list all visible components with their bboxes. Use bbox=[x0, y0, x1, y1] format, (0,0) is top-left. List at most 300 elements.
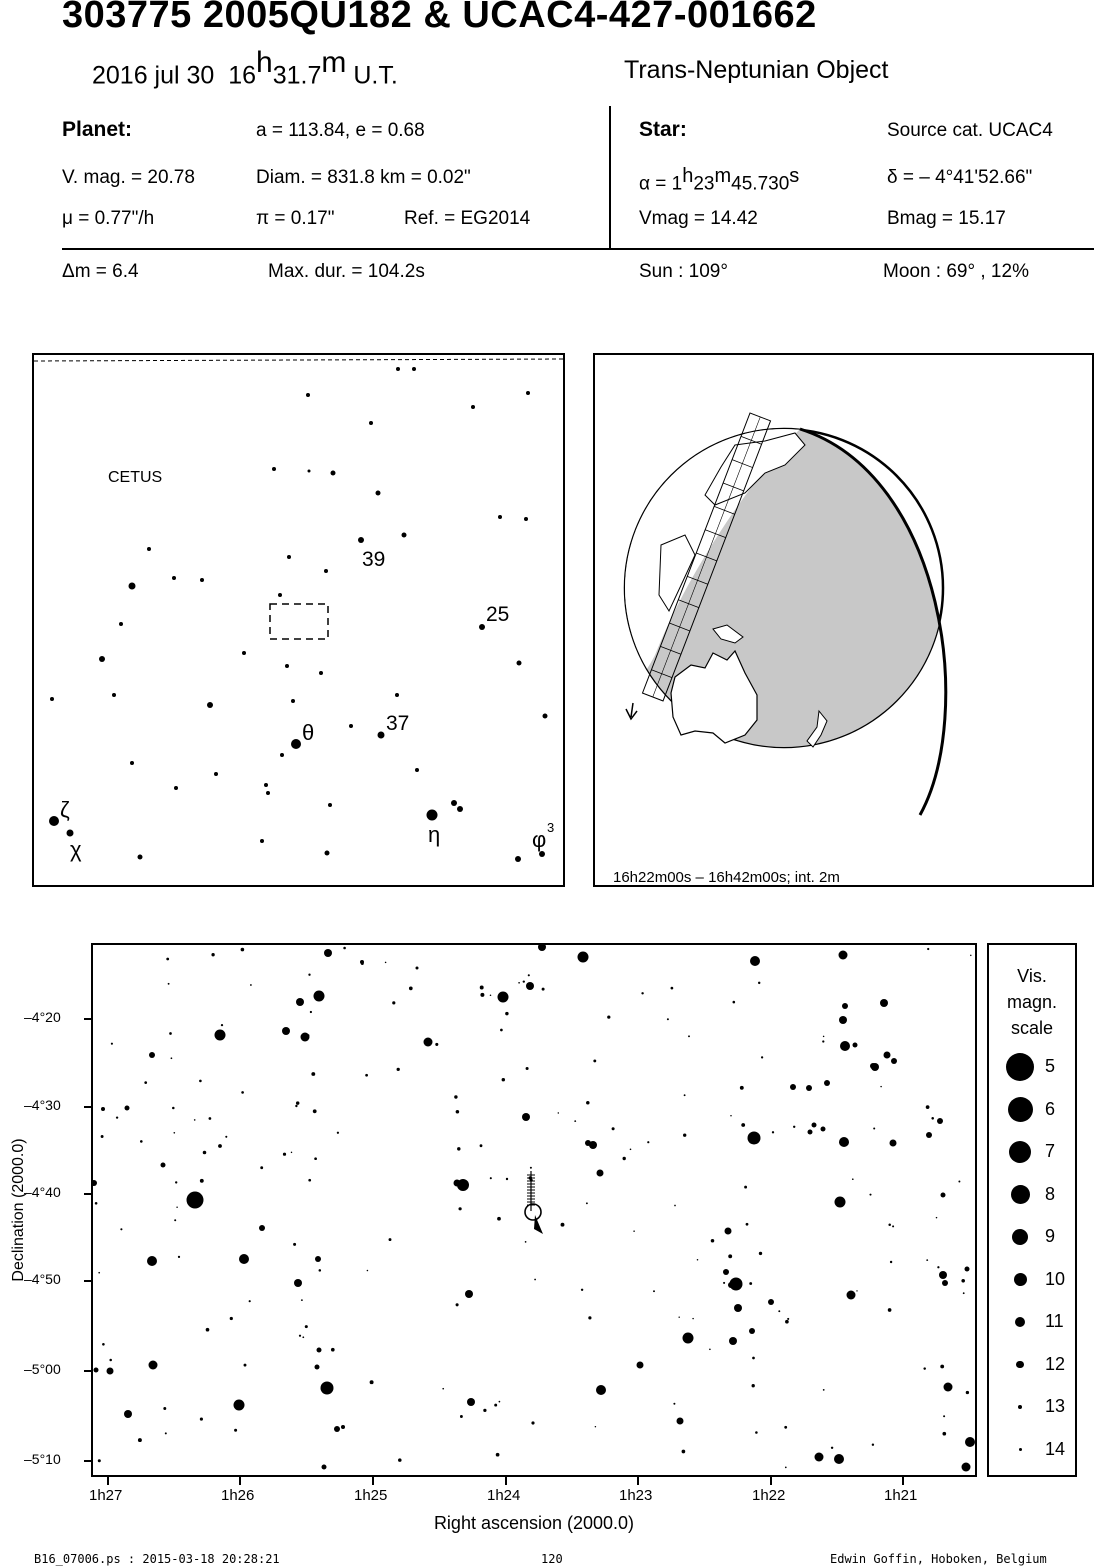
chart-star bbox=[499, 1401, 501, 1403]
chart-star bbox=[593, 1059, 596, 1062]
chart-star bbox=[759, 1252, 762, 1255]
scale-mag-label: 6 bbox=[1045, 1098, 1056, 1119]
x-tick-mark bbox=[107, 1477, 109, 1485]
chart-star bbox=[250, 984, 252, 986]
chart-star bbox=[107, 1368, 114, 1375]
chart-star bbox=[834, 1454, 844, 1464]
magnitude-scale bbox=[987, 943, 1077, 1477]
chart-star bbox=[741, 1123, 745, 1127]
finder-star bbox=[515, 856, 521, 862]
sun-elongation: Sun : 109° bbox=[639, 261, 728, 282]
chart-star bbox=[744, 1186, 747, 1189]
chart-star bbox=[790, 1084, 796, 1090]
x-tick-label: 1h22 bbox=[752, 1487, 786, 1504]
chart-star bbox=[597, 1170, 604, 1177]
scale-mag-label: 10 bbox=[1045, 1268, 1066, 1289]
chart-star bbox=[206, 1328, 210, 1332]
chart-star bbox=[839, 1016, 847, 1024]
footer-author: Edwin Goffin, Hoboken, Belgium bbox=[830, 1552, 1047, 1566]
event-date: 2016 jul 30 bbox=[92, 61, 215, 90]
target-star-circle bbox=[525, 1204, 541, 1220]
star-declination: δ = – 4°41'52.66" bbox=[887, 167, 1033, 188]
chart-star bbox=[296, 1101, 299, 1104]
chart-star bbox=[308, 1034, 310, 1036]
chart-star bbox=[891, 1058, 897, 1064]
chart-star bbox=[365, 1074, 368, 1077]
chart-star bbox=[723, 1282, 725, 1284]
chart-star bbox=[305, 1325, 308, 1328]
chart-star bbox=[673, 1403, 675, 1405]
chart-star bbox=[678, 1316, 679, 1317]
y-tick-label: –4°40 bbox=[24, 1184, 61, 1200]
chart-star bbox=[839, 1137, 849, 1147]
chart-star bbox=[534, 1279, 536, 1281]
chart-star bbox=[324, 949, 332, 957]
chart-star bbox=[176, 1207, 177, 1208]
chart-star bbox=[200, 1179, 204, 1183]
chart-star bbox=[174, 1219, 176, 1221]
chart-star bbox=[822, 1040, 824, 1042]
chart-star bbox=[931, 1117, 934, 1120]
finder-star bbox=[119, 622, 123, 626]
chart-star bbox=[787, 1318, 789, 1320]
chart-star bbox=[823, 1389, 825, 1391]
y-tick-mark bbox=[84, 1106, 92, 1108]
chart-star bbox=[467, 1398, 475, 1406]
star-label-chi: χ bbox=[70, 837, 82, 862]
chart-star bbox=[835, 1197, 846, 1208]
chart-star bbox=[574, 1120, 576, 1122]
chart-star bbox=[301, 1299, 303, 1301]
finder-star bbox=[378, 732, 385, 739]
scale-dot bbox=[1018, 1405, 1023, 1410]
chart-star bbox=[944, 1383, 953, 1392]
chart-star bbox=[870, 1063, 876, 1069]
finder-star bbox=[376, 491, 381, 496]
chart-star bbox=[873, 1127, 875, 1129]
chart-star bbox=[892, 1225, 894, 1227]
chart-star bbox=[630, 1148, 632, 1150]
chart-star bbox=[641, 992, 643, 994]
chart-star bbox=[282, 1027, 290, 1035]
chart-star bbox=[496, 1453, 500, 1457]
chart-star bbox=[588, 1316, 591, 1319]
chart-star bbox=[295, 1105, 297, 1107]
scale-dot bbox=[1012, 1229, 1028, 1245]
chart-star bbox=[299, 1335, 301, 1337]
chart-star bbox=[454, 1095, 457, 1098]
finder-chart bbox=[32, 353, 565, 887]
chart-star bbox=[970, 955, 971, 956]
chart-star bbox=[937, 1266, 939, 1268]
finder-star bbox=[331, 471, 336, 476]
finder-star bbox=[278, 593, 282, 597]
chart-star bbox=[734, 1304, 742, 1312]
finder-star bbox=[138, 855, 143, 860]
finder-star bbox=[50, 697, 54, 701]
chart-star bbox=[480, 1144, 483, 1147]
chart-star bbox=[144, 1081, 147, 1084]
chart-star bbox=[98, 1272, 100, 1274]
chart-star bbox=[506, 1178, 508, 1180]
chart-star bbox=[612, 1127, 615, 1130]
chart-star bbox=[943, 1415, 945, 1417]
finder-star bbox=[260, 839, 264, 843]
chart-star bbox=[416, 967, 419, 970]
page-title: 303775 2005QU182 & UCAC4-427-001662 bbox=[62, 0, 817, 36]
finder-star bbox=[200, 578, 204, 582]
finder-star bbox=[498, 515, 502, 519]
star-label-eta: η bbox=[428, 822, 441, 847]
finder-star bbox=[207, 702, 213, 708]
chart-star bbox=[558, 1112, 559, 1113]
chart-star bbox=[525, 1241, 527, 1243]
chart-star bbox=[457, 1147, 460, 1150]
finder-star bbox=[402, 533, 407, 538]
chart-star bbox=[138, 1438, 142, 1442]
chart-star bbox=[888, 1308, 892, 1312]
chart-star bbox=[677, 1418, 684, 1425]
chart-star bbox=[169, 1032, 172, 1035]
x-tick-label: 1h27 bbox=[89, 1487, 123, 1504]
chart-star bbox=[166, 958, 169, 961]
chart-star bbox=[497, 1217, 501, 1221]
chart-star bbox=[784, 1426, 787, 1429]
chart-star bbox=[149, 1361, 158, 1370]
chart-star bbox=[561, 1223, 565, 1227]
finder-star bbox=[457, 806, 463, 812]
chart-star bbox=[111, 1043, 113, 1045]
chart-star bbox=[116, 1116, 118, 1118]
chart-star bbox=[578, 952, 589, 963]
x-tick-label: 1h21 bbox=[884, 1487, 918, 1504]
scale-dot bbox=[1014, 1273, 1027, 1286]
chart-star bbox=[94, 1368, 99, 1373]
chart-star bbox=[367, 1270, 369, 1272]
finder-star bbox=[291, 739, 301, 749]
path-direction-arrow bbox=[626, 703, 637, 719]
chart-star bbox=[239, 1254, 249, 1264]
chart-star bbox=[623, 1157, 626, 1160]
event-datetime bbox=[92, 48, 398, 90]
chart-star bbox=[890, 1140, 897, 1147]
chart-star bbox=[749, 1282, 752, 1285]
chart-star bbox=[942, 1280, 948, 1286]
chart-star bbox=[755, 1431, 758, 1434]
chart-star bbox=[748, 1132, 761, 1145]
planet-reference: Ref. = EG2014 bbox=[404, 208, 531, 229]
finder-star bbox=[264, 783, 268, 787]
finder-star bbox=[99, 656, 105, 662]
chart-star bbox=[785, 1320, 789, 1324]
chart-star bbox=[283, 1153, 286, 1156]
ra-s-sup: s bbox=[789, 165, 800, 187]
chart-star bbox=[149, 1052, 155, 1058]
chart-star bbox=[528, 974, 530, 976]
x-axis-label: Right ascension (2000.0) bbox=[433, 1513, 635, 1533]
star-vmag: Vmag = 14.42 bbox=[639, 208, 758, 229]
y-tick-label: –5°10 bbox=[24, 1451, 61, 1467]
chart-star bbox=[723, 1269, 729, 1275]
chart-star bbox=[586, 1202, 588, 1204]
chart-star bbox=[460, 1415, 463, 1418]
chart-star bbox=[684, 1094, 686, 1096]
finder-star bbox=[524, 517, 528, 521]
chart-star bbox=[581, 1289, 583, 1291]
chart-star bbox=[500, 1029, 503, 1032]
planet-motion: μ = 0.77"/h bbox=[62, 208, 155, 229]
chart-star bbox=[842, 1003, 848, 1009]
chart-star bbox=[939, 1271, 947, 1279]
finder-star bbox=[291, 699, 295, 703]
chart-star bbox=[647, 1141, 649, 1143]
finder-star bbox=[395, 693, 399, 697]
star-label-25: 25 bbox=[486, 603, 510, 626]
minute-sup: m bbox=[321, 46, 347, 79]
footer-file: B16_07006.ps : 2015-03-18 20:28:21 bbox=[34, 1552, 280, 1566]
chart-star bbox=[940, 1365, 944, 1369]
chart-star bbox=[522, 1113, 530, 1121]
chart-star bbox=[961, 1279, 965, 1283]
chart-star bbox=[392, 1001, 395, 1004]
x-tick-label: 1h24 bbox=[487, 1487, 521, 1504]
star-label-zeta: ζ bbox=[60, 797, 70, 822]
chart-star bbox=[750, 956, 760, 966]
ra-m-sup: m bbox=[714, 165, 732, 187]
chart-star bbox=[847, 1291, 856, 1300]
chart-star bbox=[93, 1180, 97, 1186]
scale-mag-label: 8 bbox=[1045, 1183, 1056, 1204]
chart-star bbox=[853, 1043, 858, 1048]
chart-star bbox=[211, 953, 214, 956]
star-label-phi-sup: 3 bbox=[547, 820, 555, 835]
finder-star bbox=[306, 393, 310, 397]
chart-star bbox=[856, 1290, 857, 1291]
chart-star bbox=[490, 1177, 492, 1179]
scale-mag-label: 14 bbox=[1045, 1438, 1066, 1459]
chart-star bbox=[310, 1011, 312, 1013]
chart-star bbox=[633, 1230, 635, 1232]
y-tick-label: –5°00 bbox=[24, 1361, 61, 1377]
chart-star bbox=[505, 1012, 508, 1015]
chart-star bbox=[815, 1453, 824, 1462]
scale-dot bbox=[1008, 1097, 1033, 1122]
chart-star bbox=[963, 1292, 965, 1294]
chart-star bbox=[314, 1157, 317, 1160]
chart-star bbox=[752, 1384, 755, 1387]
chart-star bbox=[758, 982, 760, 984]
chart-star bbox=[942, 1432, 946, 1436]
finder-star bbox=[147, 547, 151, 551]
scale-mag-label: 13 bbox=[1045, 1396, 1066, 1416]
chart-star bbox=[409, 987, 413, 991]
event-minute: 31.7 bbox=[272, 61, 322, 90]
chart-star bbox=[456, 1110, 460, 1114]
chart-star bbox=[772, 1131, 774, 1133]
target-track bbox=[525, 1171, 543, 1234]
finder-star bbox=[67, 830, 74, 837]
star-chart bbox=[91, 943, 977, 1477]
star-label-phi: φ bbox=[532, 827, 547, 852]
chart-star bbox=[542, 988, 545, 991]
star-heading: Star: bbox=[639, 118, 687, 141]
finder-star bbox=[112, 693, 116, 697]
chart-star bbox=[98, 1459, 101, 1462]
finder-field-box bbox=[270, 604, 328, 639]
chart-star bbox=[926, 1259, 928, 1261]
finder-star bbox=[174, 786, 178, 790]
y-tick-mark bbox=[84, 1370, 92, 1372]
chart-star bbox=[692, 1318, 693, 1319]
chart-star bbox=[502, 1078, 505, 1081]
scale-title-line: magn. bbox=[1006, 992, 1058, 1012]
finder-star bbox=[517, 661, 522, 666]
chart-star bbox=[480, 986, 484, 990]
chart-star bbox=[821, 1127, 826, 1132]
chart-star bbox=[674, 1205, 676, 1207]
chart-star bbox=[683, 1333, 694, 1344]
chart-star bbox=[965, 1437, 975, 1447]
scale-mag-label: 7 bbox=[1045, 1141, 1056, 1161]
chart-star bbox=[480, 993, 484, 997]
finder-chart-svg bbox=[34, 355, 563, 885]
chart-star bbox=[733, 1278, 741, 1286]
chart-star bbox=[682, 1450, 686, 1454]
y-tick-label: –4°30 bbox=[24, 1097, 61, 1113]
chart-star bbox=[442, 1388, 444, 1390]
chart-star bbox=[585, 1140, 591, 1146]
chart-star bbox=[966, 1391, 969, 1394]
chart-star bbox=[215, 1030, 226, 1041]
chart-star bbox=[927, 948, 929, 950]
chart-star bbox=[839, 951, 848, 960]
chart-star bbox=[308, 974, 310, 976]
chart-star bbox=[140, 1140, 143, 1143]
chart-star bbox=[653, 1290, 655, 1292]
finder-star bbox=[280, 753, 284, 757]
chart-star bbox=[523, 980, 525, 982]
finder-star bbox=[471, 405, 475, 409]
chart-star bbox=[249, 1300, 251, 1302]
chart-star bbox=[465, 1290, 473, 1298]
chart-star bbox=[315, 1365, 320, 1370]
chart-star bbox=[936, 1217, 938, 1219]
chart-star bbox=[671, 987, 674, 990]
chart-star bbox=[458, 1207, 461, 1210]
chart-star bbox=[314, 991, 325, 1002]
hour-sup: h bbox=[256, 46, 273, 79]
chart-star bbox=[456, 1303, 459, 1306]
chart-star bbox=[596, 1385, 606, 1395]
chart-star bbox=[883, 1002, 885, 1004]
scale-dot bbox=[1009, 1141, 1031, 1163]
scale-title-line: scale bbox=[1010, 1018, 1054, 1038]
chart-star bbox=[595, 1426, 596, 1427]
chart-star bbox=[498, 992, 509, 1003]
chart-star bbox=[343, 947, 346, 950]
x-tick-mark bbox=[505, 1477, 507, 1485]
finder-star bbox=[526, 391, 530, 395]
finder-star bbox=[308, 470, 311, 473]
chart-star bbox=[586, 1101, 590, 1105]
chart-star bbox=[175, 1181, 177, 1183]
finder-star bbox=[272, 467, 276, 471]
max-duration: Max. dur. = 104.2s bbox=[268, 261, 425, 282]
chart-star bbox=[872, 1444, 874, 1446]
planet-parallax: π = 0.17" bbox=[256, 208, 335, 229]
chart-star bbox=[259, 1225, 265, 1231]
finder-star bbox=[287, 555, 291, 559]
chart-star bbox=[385, 962, 387, 964]
chart-star bbox=[852, 1178, 854, 1180]
chart-star bbox=[937, 1118, 943, 1124]
chart-star bbox=[311, 1072, 315, 1076]
finder-star bbox=[129, 583, 136, 590]
chart-star bbox=[526, 982, 534, 990]
chart-star bbox=[728, 1254, 732, 1258]
chart-star bbox=[308, 1179, 311, 1182]
chart-star bbox=[221, 1024, 223, 1026]
chart-stars bbox=[93, 945, 975, 1472]
chart-star bbox=[424, 1038, 433, 1047]
scale-dot bbox=[1011, 1185, 1030, 1204]
chart-star bbox=[888, 1223, 891, 1226]
chart-star bbox=[890, 1261, 892, 1263]
finder-star bbox=[543, 714, 548, 719]
y-tick-mark bbox=[84, 1018, 92, 1020]
chart-star bbox=[124, 1410, 132, 1418]
star-label-37: 37 bbox=[386, 712, 410, 735]
star-source-catalog: Source cat. UCAC4 bbox=[887, 120, 1053, 141]
chart-star bbox=[435, 1043, 438, 1046]
chart-star bbox=[322, 1465, 327, 1470]
chart-star bbox=[607, 1015, 610, 1018]
globe-svg bbox=[595, 355, 1092, 885]
finder-star bbox=[412, 367, 416, 371]
chart-star bbox=[203, 1151, 207, 1155]
finder-star bbox=[324, 569, 328, 573]
finder-limit-line bbox=[34, 359, 563, 361]
ra-h-sup: h bbox=[682, 165, 694, 187]
chart-star bbox=[823, 1036, 825, 1038]
chart-star bbox=[923, 1367, 925, 1369]
chart-star bbox=[884, 1052, 891, 1059]
chart-star bbox=[398, 1458, 402, 1462]
chart-star bbox=[683, 1134, 686, 1137]
chart-star bbox=[125, 1106, 130, 1111]
chart-star bbox=[880, 1086, 881, 1087]
data-divider-horizontal bbox=[62, 248, 1094, 250]
finder-star bbox=[427, 810, 438, 821]
scale-dot bbox=[1006, 1053, 1034, 1081]
chart-star bbox=[317, 1348, 322, 1353]
chart-star bbox=[733, 1001, 736, 1004]
chart-star bbox=[291, 1152, 292, 1153]
chart-star bbox=[370, 1380, 374, 1384]
x-tick-mark bbox=[372, 1477, 374, 1485]
chart-star bbox=[530, 1167, 532, 1169]
chart-star bbox=[215, 1034, 216, 1035]
moon-info: Moon : 69° , 12% bbox=[883, 261, 1029, 282]
chart-star bbox=[101, 1135, 104, 1138]
scale-title-line: Vis. bbox=[1017, 966, 1047, 986]
chart-star bbox=[172, 1107, 175, 1110]
chart-star bbox=[173, 1132, 175, 1134]
scale-dot bbox=[1019, 1448, 1022, 1451]
y-tick-mark bbox=[84, 1460, 92, 1462]
chart-star bbox=[494, 1404, 497, 1407]
planet-orbit: a = 113.84, e = 0.68 bbox=[256, 120, 425, 141]
